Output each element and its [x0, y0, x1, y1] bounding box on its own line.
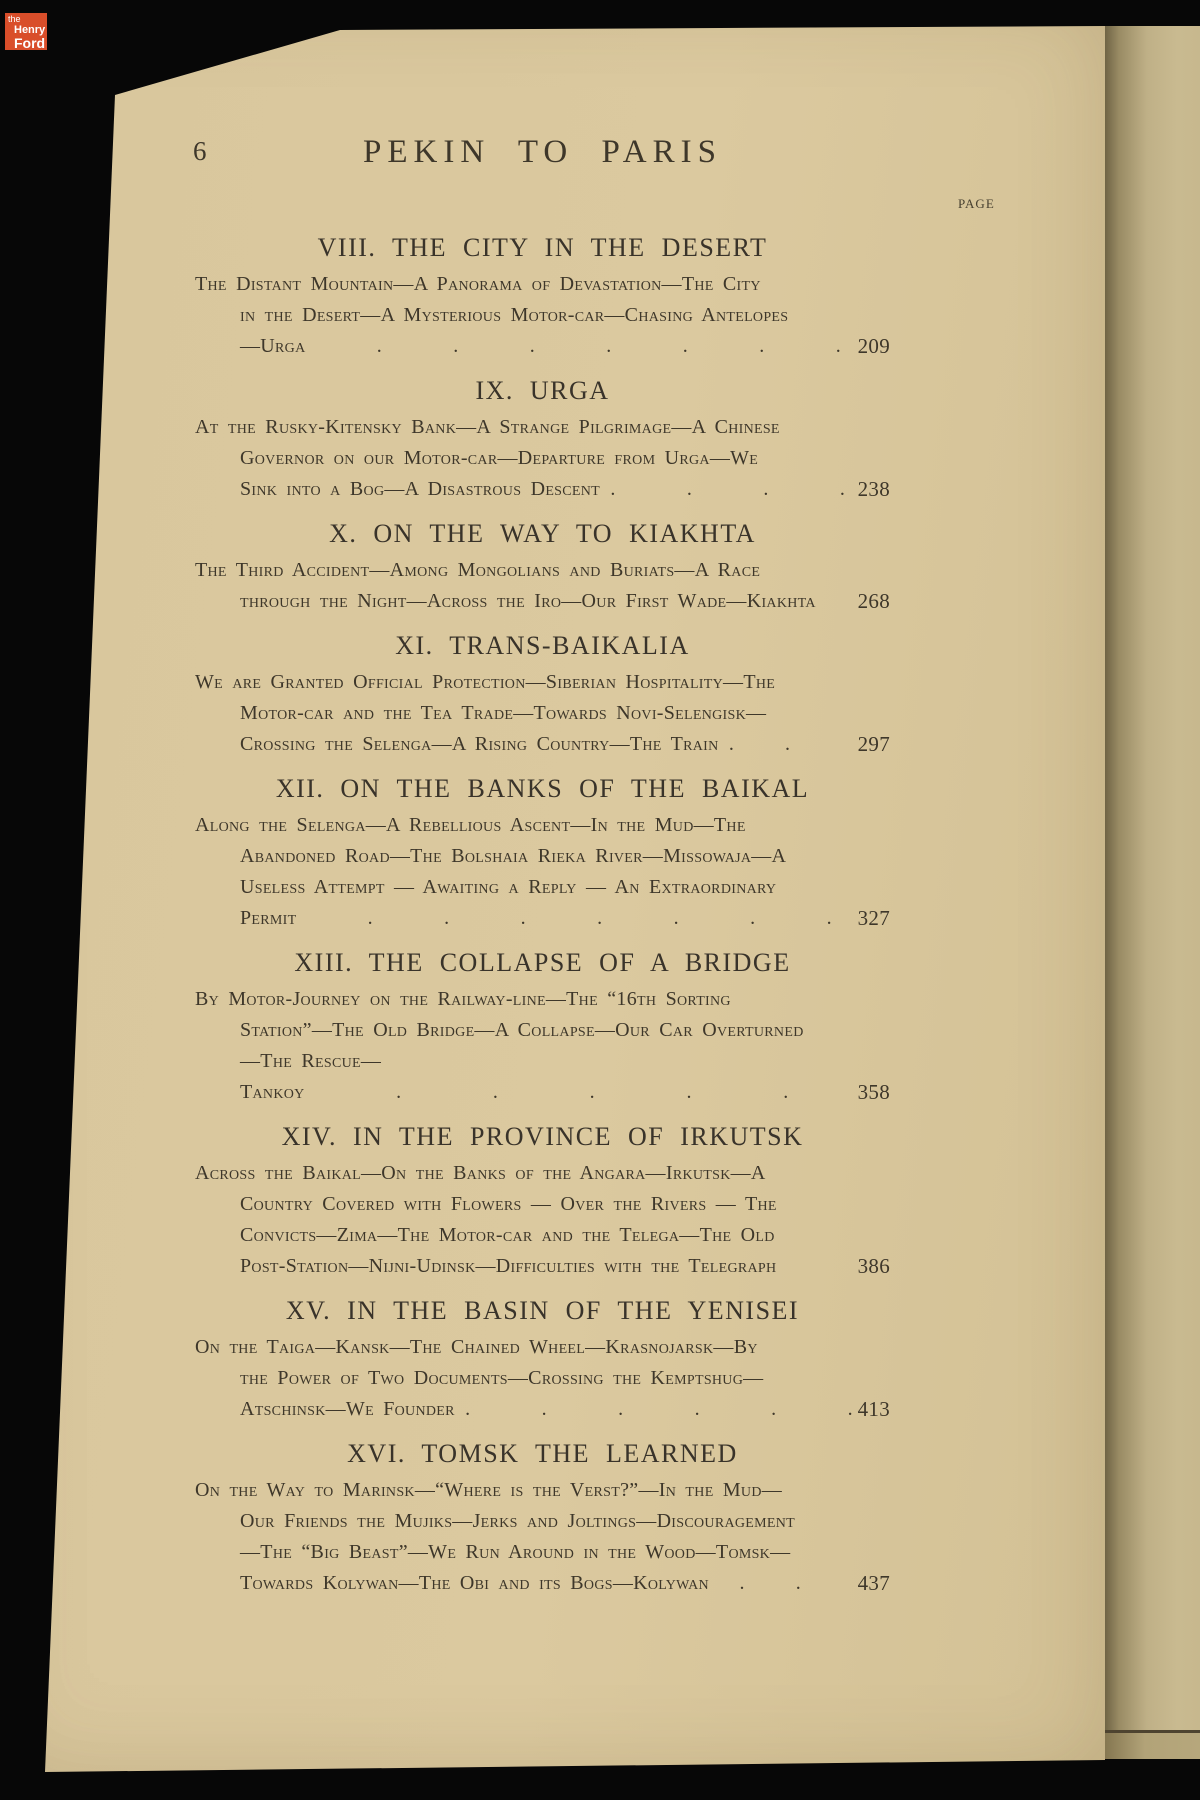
- chapter-heading: VIII. THE CITY IN THE DESERT: [317, 233, 768, 262]
- chapter-description: [195, 1332, 890, 1425]
- chapter-description: [195, 1475, 890, 1599]
- description-line: Station”—The Old Bridge—A Collapse—Our Car Overturned: [240, 1019, 804, 1041]
- description-line: Governor on our Motor-car—Departure from Urga—We: [240, 447, 759, 469]
- description-line: Motor-car and the Tea Trade—Towards Novi-Selengisk—: [240, 702, 767, 724]
- chapter-description: [195, 269, 890, 362]
- description-line: in the Desert—A Mysterious Motor-car—Chasing Antelopes: [240, 304, 789, 326]
- description-line: the Power of Two Documents—Crossing the Kemptshug—: [240, 1367, 764, 1389]
- description-line: Atschinsk—We Founder . . . . . .: [240, 1398, 853, 1420]
- description-line: Towards Kolywan—The Obi and its Bogs—Kolywan . .: [240, 1572, 802, 1594]
- description-line: On the Taiga—Kansk—The Chained Wheel—Krasnojarsk—By: [195, 1336, 758, 1358]
- chapter-heading: XI. TRANS-BAIKALIA: [395, 631, 690, 660]
- chapter-heading: XV. IN THE BASIN OF THE YENISEI: [285, 1296, 800, 1325]
- chapter-heading: IX. URGA: [475, 376, 610, 405]
- toc-content: [193, 130, 995, 1599]
- chapter-description: [195, 984, 890, 1108]
- description-line: The Third Accident—Among Mongolians and Buriats—A Race: [195, 559, 761, 581]
- toc-header: [193, 130, 995, 211]
- folio-number: 6: [193, 136, 207, 166]
- chapter-page-number: 437: [857, 1571, 890, 1595]
- adjacent-page-edge: [1105, 26, 1200, 1733]
- description-line: At the Rusky-Kitensky Bank—A Strange Pilgrimage—A Chinese: [195, 416, 780, 438]
- description-line: Country Covered with Flowers — Over the Rivers — The: [240, 1193, 777, 1215]
- chapter-page-number: 297: [857, 732, 890, 756]
- chapter-page-number: 209: [857, 334, 890, 358]
- chapter-description: [195, 810, 890, 934]
- adjacent-page-strip: [1105, 1733, 1200, 1759]
- description-line: We are Granted Official Protection—Siberian Hospitality—The: [195, 671, 776, 693]
- description-line: The Distant Mountain—A Panorama of Devastation—The City: [195, 273, 761, 295]
- toc-chapter-xv: [195, 1294, 890, 1425]
- toc-chapter-xiii: [195, 946, 890, 1108]
- description-line: By Motor-Journey on the Railway-line—The “16th Sorting: [195, 988, 731, 1010]
- chapter-heading: XIV. IN THE PROVINCE OF IRKUTSK: [281, 1122, 804, 1151]
- logo-text-henry: Henry: [14, 24, 46, 36]
- toc-chapter-viii: [195, 231, 890, 362]
- chapter-heading: X. ON THE WAY TO KIAKHTA: [329, 519, 756, 548]
- henry-ford-logo: [5, 13, 47, 50]
- chapter-page-number: 413: [857, 1397, 890, 1421]
- description-line: —Urga . . . . . . .: [240, 335, 842, 357]
- description-line: through the Night—Across the Iro—Our First Wade—Kiakhta: [240, 590, 816, 612]
- chapter-page-number: 238: [857, 477, 890, 501]
- chapter-heading: XII. ON THE BANKS OF THE BAIKAL: [275, 774, 810, 803]
- chapter-page-number: 268: [857, 589, 890, 613]
- description-line: Convicts—Zima—The Motor-car and the Telega—The Old: [240, 1224, 775, 1246]
- chapter-description: [195, 555, 890, 617]
- toc-chapter-x: [195, 517, 890, 617]
- chapter-page-number: 358: [857, 1080, 890, 1104]
- chapter-page-number: 386: [857, 1254, 890, 1278]
- toc-chapter-xiv: [195, 1120, 890, 1282]
- description-line: —The Rescue—Tankoy . . . . .: [240, 1050, 789, 1103]
- chapter-description: [195, 667, 890, 760]
- description-line: Useless Attempt — Awaiting a Reply — An Extraordinary: [240, 876, 777, 898]
- toc-chapter-xvi: [195, 1437, 890, 1599]
- description-line: Across the Baikal—On the Banks of the Angara—Irkutsk—A: [195, 1162, 766, 1184]
- description-line: Sink into a Bog—A Disastrous Descent . . . .: [240, 478, 846, 500]
- chapter-page-number: 327: [857, 906, 890, 930]
- chapter-description: [195, 412, 890, 505]
- logo-text-the: the: [8, 14, 21, 24]
- description-line: On the Way to Marinsk—“Where is the Verst?”—In the Mud—: [195, 1479, 783, 1501]
- toc-chapter-ix: [195, 374, 890, 505]
- toc-chapter-xii: [195, 772, 890, 934]
- description-line: —The “Big Beast”—We Run Around in the Wood—Tomsk—: [240, 1541, 791, 1563]
- description-line: Permit . . . . . . .: [240, 907, 832, 929]
- chapter-description: [195, 1158, 890, 1282]
- page-column-label: PAGE: [958, 196, 995, 211]
- logo-text-ford: Ford: [14, 35, 46, 51]
- description-line: Our Friends the Mujiks—Jerks and Joltings—Discouragement: [240, 1510, 795, 1532]
- toc-chapter-xi: [195, 629, 890, 760]
- description-line: Abandoned Road—The Bolshaia Rieka River—Missowaja—A: [240, 845, 787, 867]
- chapter-heading: XIII. THE COLLAPSE OF A BRIDGE: [294, 948, 791, 977]
- book-title: PEKIN TO PARIS: [363, 134, 722, 170]
- description-line: Along the Selenga—A Rebellious Ascent—In the Mud—The: [195, 814, 746, 836]
- description-line: Crossing the Selenga—A Rising Country—The Train . .: [240, 733, 791, 755]
- description-line: Post-Station—Nijni-Udinsk—Difficulties with the Telegraph: [240, 1255, 777, 1277]
- chapter-heading: XVI. TOMSK THE LEARNED: [347, 1439, 738, 1468]
